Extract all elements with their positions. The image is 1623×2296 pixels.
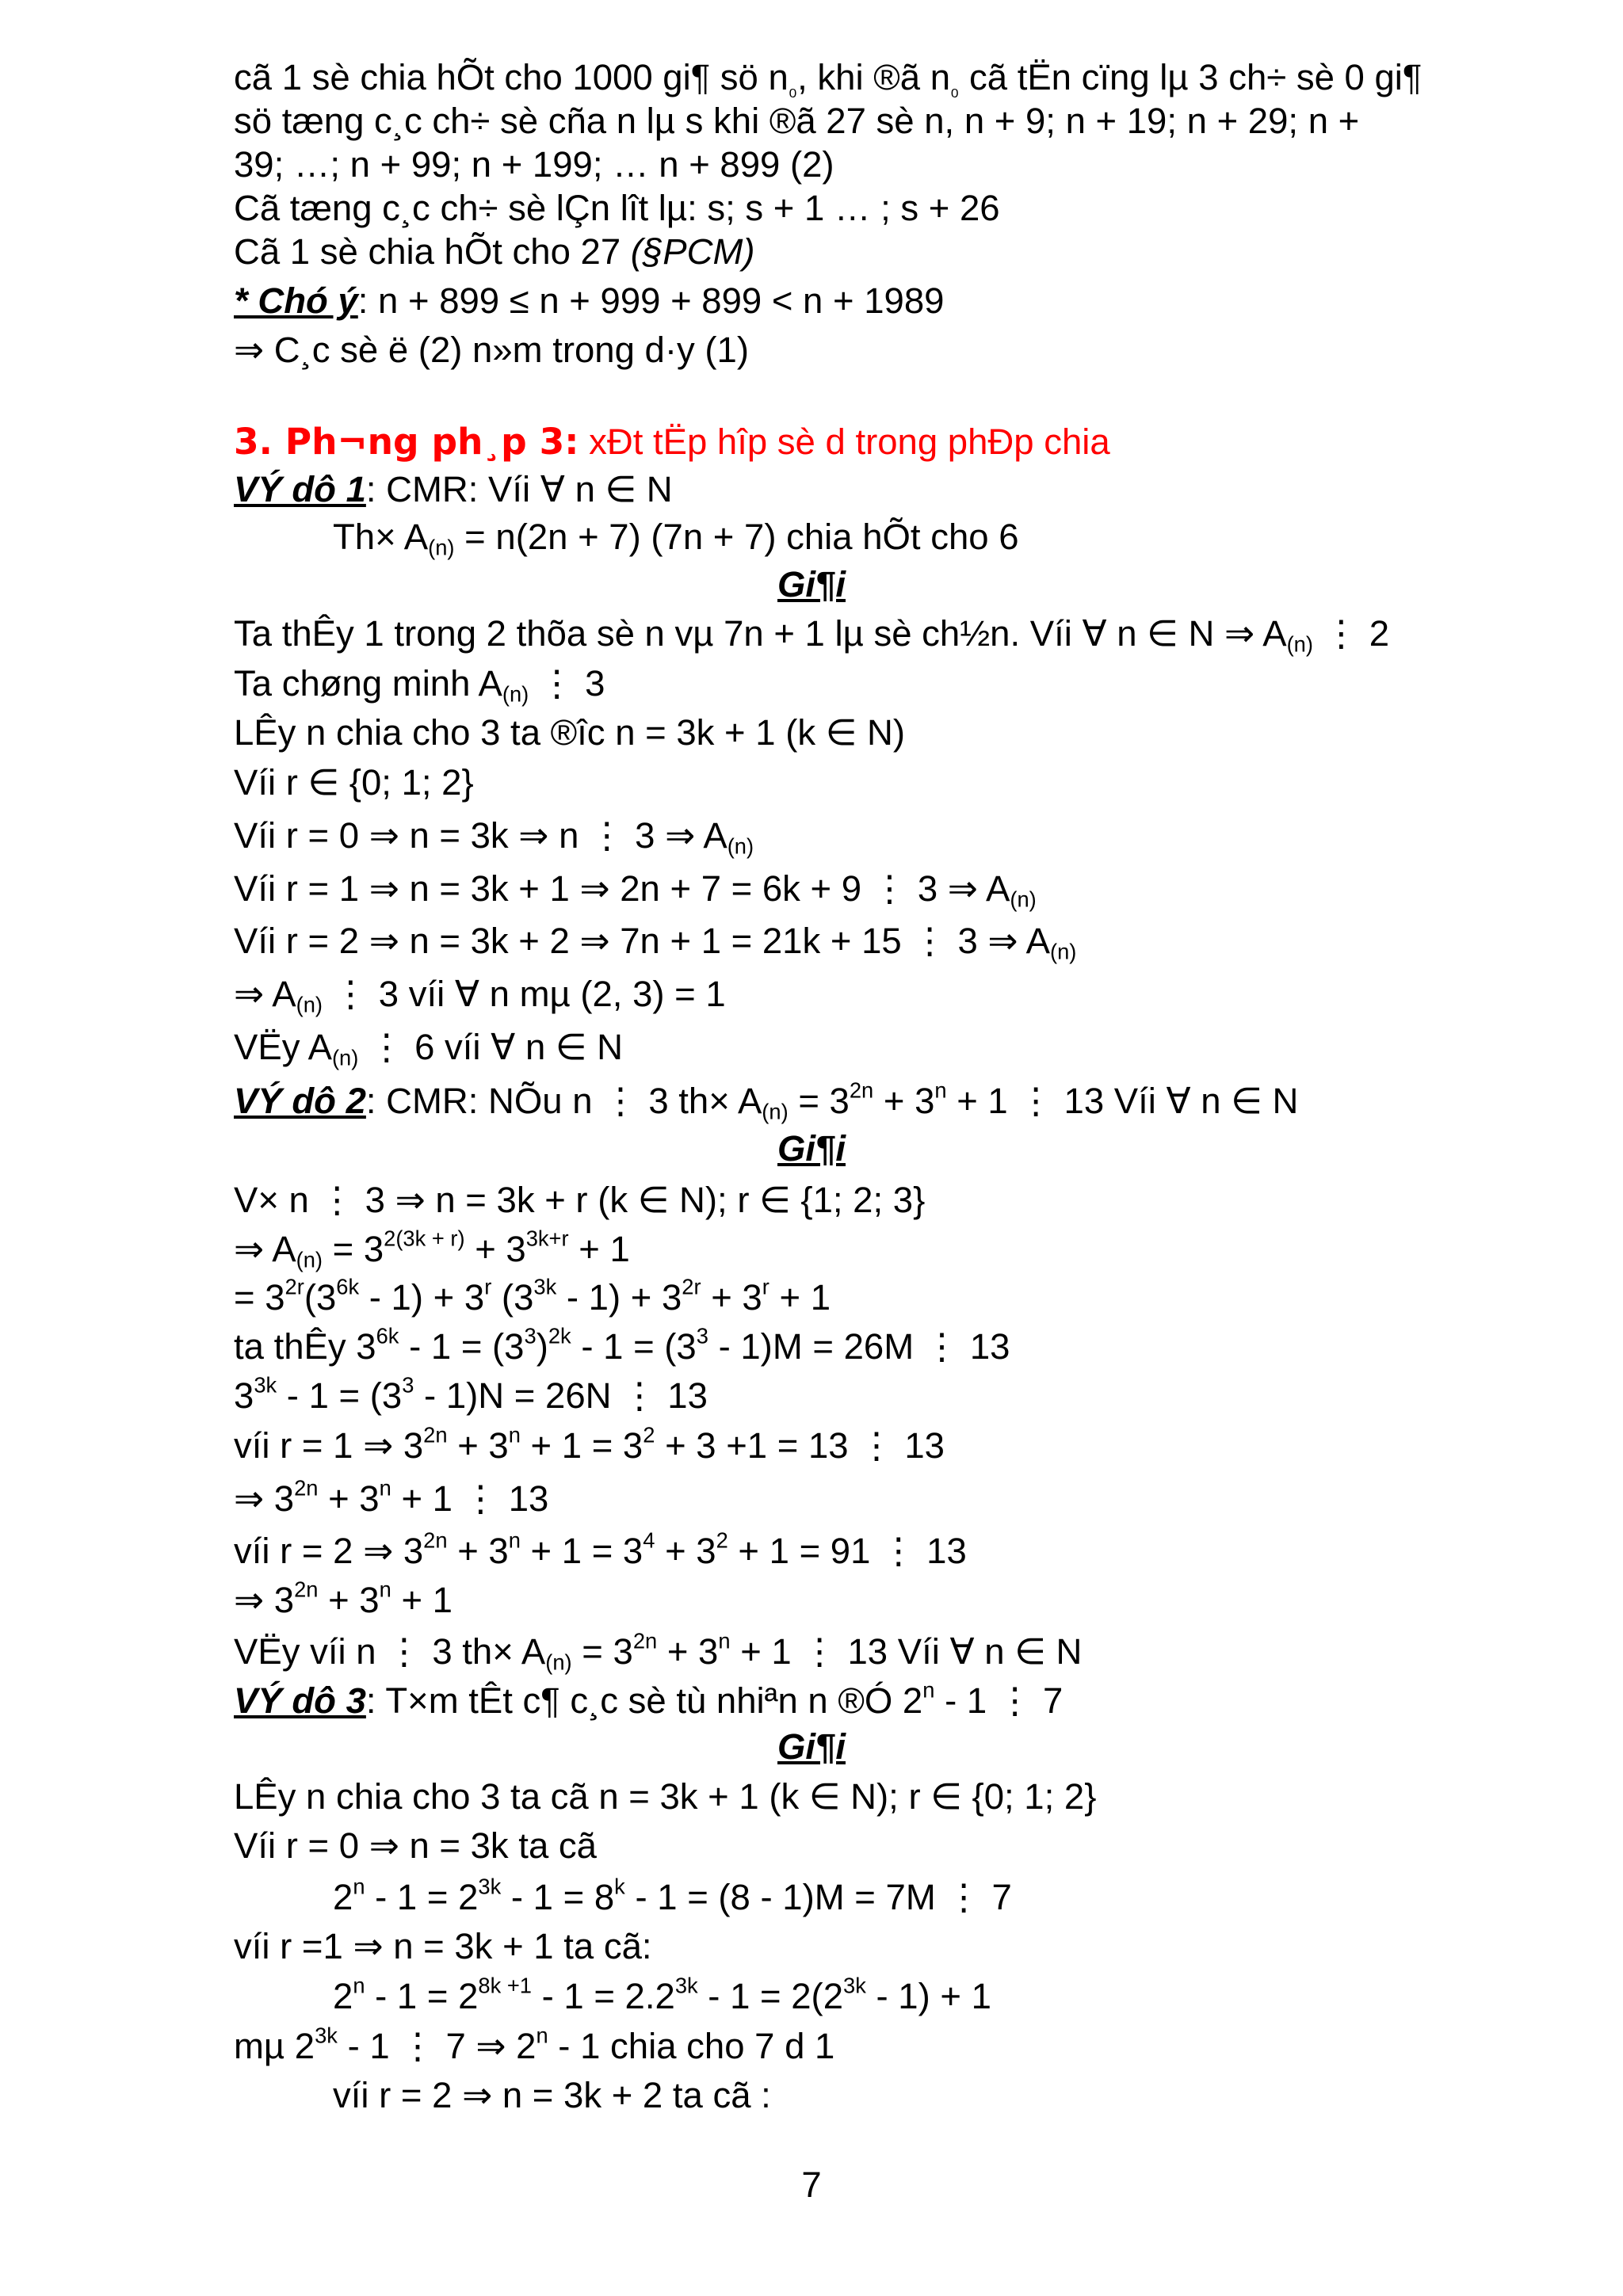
text-line: LÊy n chia cho 3 ta cã n = 3k + 1 (k ∈ N); r ∈ {0; 1; 2} [234, 1776, 1097, 1817]
text-line: $Th\times A_{(n)} = n(2n + 7) (7n + 7)$ chia hÕt cho 6 [333, 517, 1019, 560]
text-line: Ta thÊy 1 trong 2 thõa sè n vµ 7n + 1 lµ sè ch½n. Víi ∀ n ∈ N ⇒ $A_{(n)}$ ⋮ 2 [234, 613, 1390, 657]
text-line: VËy víi n ⋮ 3 $th\times A_{(n)} = 3^{2n} + 3^n + 1$ ⋮ 13 Víi ∀ n ∈ N [234, 1628, 1083, 1675]
text-line: VÝ dô 1: CMR: Víi ∀ n ∈ N [234, 469, 673, 509]
text-line: Víi r ∈ {0; 1; 2} [234, 762, 474, 803]
text-line: Víi r = 0 ⇒ n = 3k ⇒ n ⋮ 3 ⇒ $A_{(n)}$ [234, 815, 754, 859]
text-line: VÝ dô 2: CMR: NÕu n ⋮ 3 $th\times A_{(n)} = 3^{2n} + 3^n + 1$ ⋮ 13 Víi ∀ n ∈ N [234, 1077, 1299, 1124]
example-heading: VÝ dô 3 [234, 1680, 366, 1721]
text-line: víi r = 2 ⇒ $3^{2n} + 3^n + 1 = 3^4 + 3^2 + 1 = 91$ ⋮ 13 [234, 1527, 967, 1571]
text-line: sö tæng c¸c ch÷ sè cña n lµ s khi ®ã 27 sè n, n + 9; n + 19; n + 29; n + [234, 101, 1360, 141]
text-line: ta thÊy $3^{6k} - 1 = (3^3)^{2k} - 1 = (3^3 - 1)M = 26M$ ⋮ 13 [234, 1323, 1010, 1367]
text-line: víi r =1 ⇒ n = 3k + 1 ta cã: [234, 1926, 652, 1966]
section-heading: 3. Ph¬ng ph¸p 3: xÐt tËp hîp sè d trong phÐp chia [234, 421, 1110, 463]
text-line: Cã tæng c¸c ch÷ sè lÇn lît lµ: s; s + 1 … ; s + 26 [234, 188, 1000, 228]
solution-heading: Gi¶i [777, 1128, 846, 1169]
text-line: $3^{3k} - 1 = (3^3 - 1)N = 26N$ ⋮ 13 [234, 1372, 708, 1416]
solution-heading: Gi¶i [777, 564, 846, 605]
text-line: $2^n - 1 = 2^{3k} - 1 = 8^k - 1 = (8 - 1)M = 7M$ ⋮ 7 [333, 1874, 1012, 1917]
text-line: ⇒ $3^{2n} + 3^n + 1$ ⋮ 13 [234, 1475, 549, 1519]
text-line: Ta chøng minh $A_{(n)}$ ⋮ 3 [234, 663, 605, 707]
text-line: Cã 1 sè chia hÕt cho 27 (§PCM) [234, 231, 755, 272]
text-line: VËy $A_{(n)}$ ⋮ 6 víi ∀ n ∈ N [234, 1027, 624, 1070]
text-line: LÊy n chia cho 3 ta ®îc n = 3k + 1 (k ∈ N) [234, 712, 906, 753]
text-line: Víi r = 0 ⇒ n = 3k ta cã [234, 1825, 597, 1866]
example-heading: VÝ dô 1 [234, 469, 366, 509]
text-line: = $3^{2r}(3^{6k} - 1) + 3^r$ $(3^{3k} - 1) + 3^{2r} + 3^r + 1$ [234, 1274, 831, 1318]
note-heading: * Chó ý [234, 280, 358, 321]
text-line: * Chó ý: n + 899 ≤ n + 999 + 899 < n + 1989 [234, 280, 945, 321]
text-line: V× n ⋮ 3 ⇒ n = 3k + r (k ∈ N); r ∈ {1; 2; 3} [234, 1180, 926, 1220]
text-line: $2^n - 1 = 2^{8k +1} - 1 = 2.2^{3k} - 1 = 2(2^{3k} - 1) + 1$ [333, 1973, 991, 2016]
page-number: 7 [801, 2164, 822, 2205]
text-line: Víi r = 1 ⇒ n = 3k + 1 ⇒ 2n + 7 = 6k + 9 ⋮ 3 ⇒ $A_{(n)}$ [234, 868, 1037, 912]
text-line: ⇒ $3^{2n} + 3^n + 1$ [234, 1577, 453, 1620]
example-heading: VÝ dô 2 [234, 1081, 366, 1121]
text-line: 39; …; n + 99; n + 199; … n + 899 (2) [234, 144, 834, 185]
solution-heading: Gi¶i [777, 1726, 846, 1767]
text-line: ⇒ $A_{(n)} = 3^{2(3k + r)} + 3^{3k+r} + 1$ [234, 1226, 630, 1272]
text-line: víi r = 1 ⇒ $3^{2n} + 3^n + 1 = 3^2 + 3 +1 = 13$ ⋮ 13 [234, 1422, 945, 1466]
text-line: ⇒ C¸c sè ë (2) n»m trong d·y (1) [234, 330, 750, 370]
text-line: ⇒ $A_{(n)}$ ⋮ 3 víi ∀ n mµ (2, 3) = 1 [234, 974, 726, 1017]
text-line: VÝ dô 3: T×m tÊt c¶ c¸c sè tù nhiªn n ®Ó 2$^n$ - 1 ⋮ 7 [234, 1677, 1064, 1721]
text-line: Víi r = 2 ⇒ n = 3k + 2 ⇒ 7n + 1 = 21k + 15 ⋮ 3 ⇒ $A_{(n)}$ [234, 921, 1077, 964]
text-line: víi r = 2 ⇒ n = 3k + 2 ta cã : [333, 2075, 771, 2115]
text-line: mµ $2^{3k} - 1$ ⋮ 7 ⇒ 2$^n$ - 1 chia cho 7 d 1 [234, 2023, 835, 2066]
text-line: cã 1 sè chia hÕt cho 1000 gi¶ sö $n_{_0}$, khi ®ã $n_{_0}$ cã tËn cïng lµ 3 ch÷ sè 0 gi¶ [234, 57, 1423, 101]
